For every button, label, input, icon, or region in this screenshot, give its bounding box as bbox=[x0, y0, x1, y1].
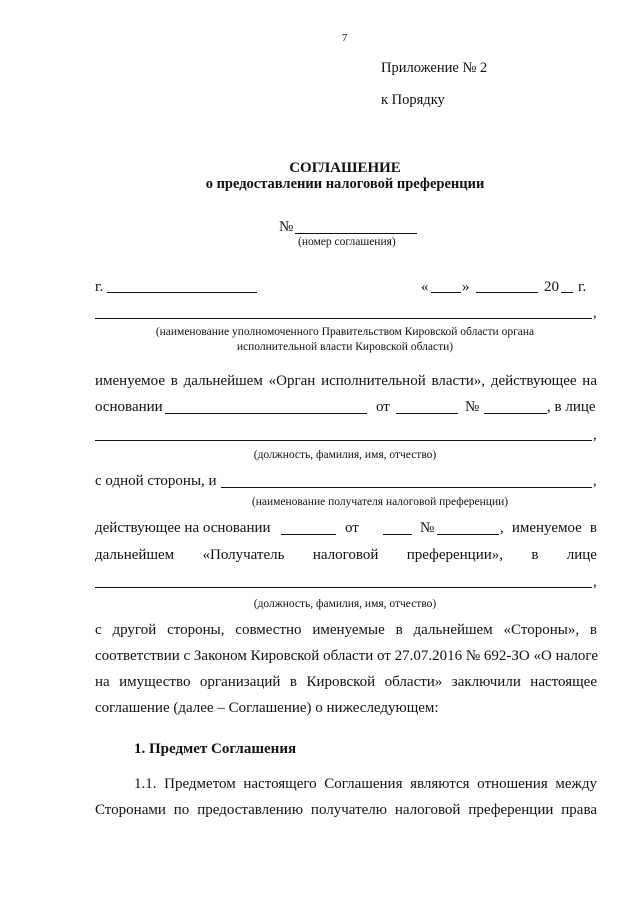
acting-text: действующее на основании bbox=[95, 520, 271, 536]
page-number: 7 bbox=[342, 32, 348, 44]
organ-comma: , bbox=[593, 305, 597, 321]
organ-caption-line2: исполнительной власти Кировской области) bbox=[236, 341, 454, 353]
basis-word: основании bbox=[95, 399, 163, 415]
acting-basis-field[interactable] bbox=[281, 534, 336, 535]
agreement-number-caption: (номер соглашения) bbox=[298, 236, 396, 248]
date-quote-close: » bbox=[462, 279, 470, 295]
further-word-5: в bbox=[531, 547, 539, 563]
other-side-line-1: с другой стороны, совместно именуемые в дальнейшем «Стороны», в bbox=[95, 622, 597, 638]
position-field-2[interactable] bbox=[95, 587, 592, 588]
section-heading: 1. Предмет Соглашения bbox=[134, 741, 297, 757]
city-prefix: г. bbox=[95, 279, 104, 295]
position-field-1[interactable] bbox=[95, 440, 592, 441]
basis-ot: от bbox=[376, 399, 390, 415]
section-p1-line-2: Сторонами по предоставлению получателю налоговой преференции права bbox=[95, 802, 597, 818]
further-word-1: дальнейшем bbox=[95, 547, 175, 563]
position-caption-2: (должность, фамилия, имя, отчество) bbox=[253, 598, 437, 610]
position-caption-1: (должность, фамилия, имя, отчество) bbox=[253, 449, 437, 461]
acting-num: № bbox=[420, 520, 435, 536]
further-word-3: налоговой bbox=[312, 547, 379, 563]
other-side-line-3: на имущество организаций в Кировской области» заключили настоящее bbox=[95, 674, 597, 690]
further-word-6: лице bbox=[566, 547, 597, 563]
one-side-text: с одной стороны, и bbox=[95, 473, 217, 489]
document-subtitle: о предоставлении налоговой преференции bbox=[205, 176, 485, 192]
acting-date-field[interactable] bbox=[383, 534, 412, 535]
in-person: , в лице bbox=[547, 399, 596, 415]
city-field[interactable] bbox=[107, 292, 257, 293]
recipient-name-field[interactable] bbox=[221, 487, 592, 488]
section-p1-line-1: 1.1. Предметом настоящего Соглашения являются отношения между bbox=[134, 776, 597, 792]
recipient-comma: , bbox=[593, 473, 597, 489]
acting-number-field[interactable] bbox=[437, 534, 499, 535]
basis-num: № bbox=[465, 399, 480, 415]
basis-field[interactable] bbox=[165, 413, 367, 414]
month-field[interactable] bbox=[476, 292, 538, 293]
organ-caption-line1: (наименование уполномоченного Правительством Кировской области органа bbox=[155, 326, 535, 338]
year-field[interactable] bbox=[561, 292, 573, 293]
basis-date-field[interactable] bbox=[396, 413, 458, 414]
named-text: , именуемое в bbox=[500, 520, 597, 536]
recipient-caption: (наименование получателя налоговой преференции) bbox=[251, 496, 509, 508]
position-comma-1: , bbox=[593, 427, 597, 443]
organ-name-field[interactable] bbox=[95, 318, 592, 319]
further-word-2: «Получатель bbox=[202, 547, 285, 563]
acting-ot: от bbox=[345, 520, 359, 536]
other-side-line-2: соответствии с Законом Кировской области от 27.07.2016 № 692-ЗО «О налоге bbox=[95, 648, 598, 664]
agreement-number-field[interactable] bbox=[295, 233, 417, 234]
date-quote-open: « bbox=[421, 279, 429, 295]
basis-number-field[interactable] bbox=[484, 413, 547, 414]
year-suffix: г. bbox=[578, 279, 587, 295]
further-word-4: преференции», bbox=[406, 547, 503, 563]
position-comma-2: , bbox=[593, 574, 597, 590]
other-side-line-4: соглашение (далее – Соглашение) о нижеследующем: bbox=[95, 700, 439, 716]
body-line-1: именуемое в дальнейшем «Орган исполнительной власти», действующее на bbox=[95, 373, 597, 389]
order-label: к Порядку bbox=[381, 92, 445, 108]
appendix-label: Приложение № 2 bbox=[381, 60, 488, 76]
further-line bbox=[95, 547, 597, 564]
year-prefix: 20 bbox=[544, 279, 559, 295]
agreement-number-sign: № bbox=[279, 219, 294, 235]
document-title: СОГЛАШЕНИЕ bbox=[289, 160, 401, 176]
day-field[interactable] bbox=[431, 292, 461, 293]
